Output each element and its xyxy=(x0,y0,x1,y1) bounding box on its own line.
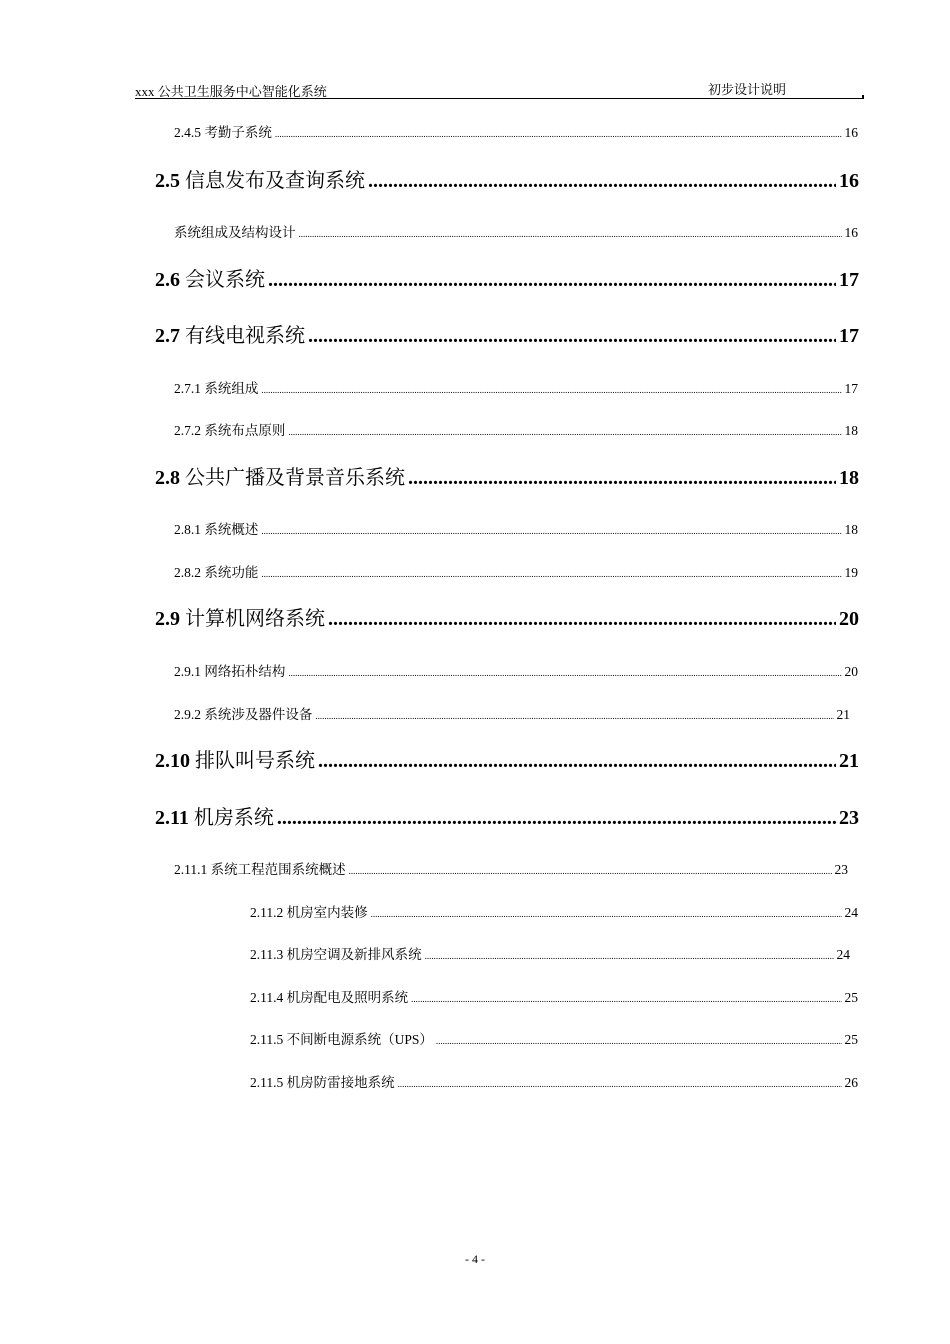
toc-entry[interactable] xyxy=(250,986,858,1004)
toc-leader-dots xyxy=(349,866,832,876)
toc-entry-title: 2.8.2 系统功能 xyxy=(174,565,259,580)
toc-leader-dots xyxy=(288,427,841,437)
toc-entry[interactable] xyxy=(250,1028,858,1046)
toc-entry[interactable] xyxy=(155,461,859,487)
toc-entry-page: 26 xyxy=(844,1075,858,1090)
toc-entry-number: 2.8 xyxy=(155,467,180,489)
toc-entry-page: 17 xyxy=(844,381,858,396)
toc-entry-page: 17 xyxy=(839,269,859,291)
toc-entry-title: 公共广播及背景音乐系统 xyxy=(185,467,405,489)
toc-entry[interactable] xyxy=(174,660,858,678)
header-document-title: xxx 公共卫生服务中心智能化系统 xyxy=(135,84,327,99)
toc-entry-page: 25 xyxy=(844,1032,858,1047)
toc-entry-number: 2.11 xyxy=(155,807,189,829)
header-rule-end xyxy=(862,95,864,99)
toc-entry-title: 2.11.3 机房空调及新排风系统 xyxy=(250,947,422,962)
toc-entry-page: 20 xyxy=(844,664,858,679)
toc-entry-page: 16 xyxy=(844,225,858,240)
toc-leader-dots xyxy=(318,750,836,773)
toc-leader-dots xyxy=(328,608,836,631)
toc-entry-number: 2.7 xyxy=(155,325,180,347)
toc-entry-page: 18 xyxy=(839,467,859,489)
toc-entry-page: 17 xyxy=(839,325,859,347)
toc-leader-dots xyxy=(436,1036,842,1046)
page-footer-number: - 4 - xyxy=(465,1252,485,1266)
toc-entry[interactable] xyxy=(250,1071,858,1089)
toc-leader-dots xyxy=(308,325,836,348)
toc-entry-title: 2.7.2 系统布点原则 xyxy=(174,423,286,438)
header-section-title: 初步设计说明 xyxy=(708,82,787,97)
toc-entry-title: 排队叫号系统 xyxy=(195,750,315,772)
toc-entry-page: 23 xyxy=(834,862,848,877)
toc-entry-page: 18 xyxy=(844,522,858,537)
toc-entry[interactable] xyxy=(155,602,859,628)
toc-entry[interactable] xyxy=(155,744,859,770)
toc-entry[interactable] xyxy=(174,561,858,579)
toc-leader-dots xyxy=(261,385,841,395)
toc-leader-dots xyxy=(408,467,836,490)
toc-entry[interactable] xyxy=(174,121,858,139)
toc-entry-title: 机房系统 xyxy=(193,807,274,829)
toc-entry-page: 18 xyxy=(844,423,858,438)
toc-entry[interactable] xyxy=(155,164,859,190)
toc-leader-dots xyxy=(425,951,834,961)
toc-leader-dots xyxy=(268,269,836,292)
toc-entry[interactable] xyxy=(174,377,858,395)
toc-entry[interactable] xyxy=(155,319,859,345)
toc-entry-number: 2.9 xyxy=(155,608,180,630)
toc-entry[interactable] xyxy=(155,263,859,289)
toc-entry-title: 2.11.5 不间断电源系统（UPS） xyxy=(250,1032,433,1047)
toc-entry[interactable] xyxy=(174,703,850,721)
toc-entry-title: 2.8.1 系统概述 xyxy=(174,522,259,537)
toc-leader-dots xyxy=(275,129,842,139)
toc-entry-page: 23 xyxy=(839,807,859,829)
toc-entry[interactable] xyxy=(174,221,858,239)
toc-entry-page: 16 xyxy=(839,170,859,192)
toc-entry[interactable] xyxy=(174,858,848,876)
toc-leader-dots xyxy=(315,711,833,721)
toc-entry[interactable] xyxy=(174,518,858,536)
toc-leader-dots xyxy=(288,668,841,678)
toc-leader-dots xyxy=(299,229,842,239)
toc-entry-title: 会议系统 xyxy=(185,269,265,291)
toc-entry-title: 2.4.5 考勤子系统 xyxy=(174,125,272,140)
toc-entry-title: 2.11.2 机房室内装修 xyxy=(250,905,368,920)
toc-entry-title: 有线电视系统 xyxy=(185,325,305,347)
toc-entry[interactable] xyxy=(155,801,859,827)
toc-leader-dots xyxy=(277,807,836,830)
toc-entry-title: 2.7.1 系统组成 xyxy=(174,381,259,396)
toc-entry-title: 2.11.4 机房配电及照明系统 xyxy=(250,990,409,1005)
toc-entry-title: 系统组成及结构设计 xyxy=(174,225,296,240)
toc-entry-page: 24 xyxy=(844,905,858,920)
toc-entry-page: 19 xyxy=(844,565,858,580)
toc-leader-dots xyxy=(261,569,841,579)
toc-entry-title: 2.9.2 系统涉及器件设备 xyxy=(174,707,313,722)
toc-entry-page: 25 xyxy=(844,990,858,1005)
toc-entry-number: 2.10 xyxy=(155,750,190,772)
toc-leader-dots xyxy=(371,909,842,919)
toc-entry[interactable] xyxy=(250,901,858,919)
toc-entry-page: 24 xyxy=(836,947,850,962)
toc-entry-number: 2.6 xyxy=(155,269,180,291)
toc-leader-dots xyxy=(411,994,841,1004)
toc-entry-page: 16 xyxy=(844,125,858,140)
toc-entry-page: 21 xyxy=(839,750,859,772)
toc-leader-dots xyxy=(398,1079,842,1089)
toc-entry-title: 2.11.1 系统工程范围系统概述 xyxy=(174,862,346,877)
toc-entry[interactable] xyxy=(174,419,858,437)
toc-entry-page: 21 xyxy=(836,707,850,722)
page-header xyxy=(135,78,862,99)
toc-entry-title: 信息发布及查询系统 xyxy=(185,170,365,192)
toc-entry-title: 2.11.5 机房防雷接地系统 xyxy=(250,1075,395,1090)
toc-entry-number: 2.5 xyxy=(155,170,180,192)
toc-entry-title: 计算机网络系统 xyxy=(185,608,325,630)
toc-leader-dots xyxy=(261,526,841,536)
toc-entry-page: 20 xyxy=(839,608,859,630)
toc-entry-title: 2.9.1 网络拓朴结构 xyxy=(174,664,286,679)
toc-leader-dots xyxy=(368,170,836,193)
toc-entry[interactable] xyxy=(250,943,850,961)
